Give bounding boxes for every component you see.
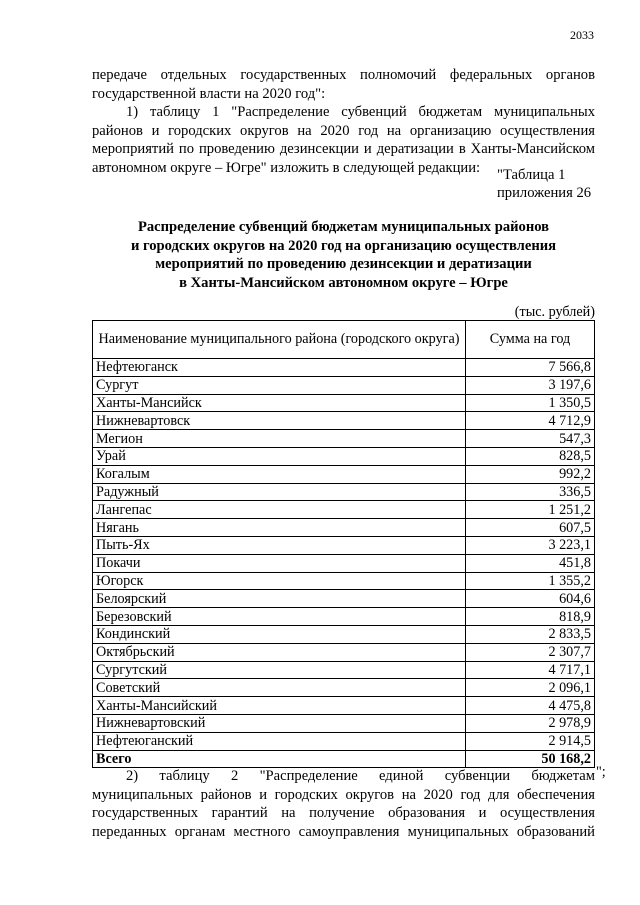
row-name: Нижневартовск	[93, 412, 466, 430]
table-row	[93, 447, 595, 465]
text-line: муниципальных районов и городских округов на 2020 год для обеспечения	[92, 786, 595, 803]
table-body	[93, 359, 595, 768]
table-row	[93, 430, 595, 448]
row-sum: 604,6	[466, 590, 595, 608]
caption-line: "Таблица 1	[497, 167, 566, 183]
table-row	[93, 554, 595, 572]
text-line: 2) таблицу 2 "Распределение единой субвенции бюджетам	[126, 768, 595, 784]
table-row	[93, 590, 595, 608]
table-row	[93, 376, 595, 394]
text-line: переданных органам местного самоуправления муниципальных образований	[92, 823, 595, 840]
row-name: Сургутский	[93, 661, 466, 679]
row-sum: 7 566,8	[466, 359, 595, 377]
row-name: Березовский	[93, 608, 466, 626]
row-name: Лангепас	[93, 501, 466, 519]
text-line: государственных гарантий на получение образования и осуществления	[92, 805, 595, 821]
subvention-table	[92, 320, 595, 768]
row-name: Ханты-Мансийский	[93, 697, 466, 715]
table-row	[93, 519, 595, 537]
row-name: Советский	[93, 679, 466, 697]
row-sum: 2 833,5	[466, 625, 595, 643]
row-sum: 4 475,8	[466, 697, 595, 715]
table-row	[93, 625, 595, 643]
title-line: Распределение субвенций бюджетам муниципальных районов	[137, 219, 550, 235]
text-line: районов и городских округов на 2020 год на организацию осуществления	[92, 122, 595, 139]
table-row	[93, 394, 595, 412]
row-name: Нефтеюганский	[93, 732, 466, 750]
total-label: Всего	[93, 750, 466, 768]
row-name: Когалым	[93, 465, 466, 483]
table-row	[93, 483, 595, 501]
title-line: и городских округов на 2020 год на организацию осуществления	[130, 237, 557, 254]
table-title	[92, 218, 595, 292]
caption-line: приложения 26	[497, 185, 592, 201]
table-row	[93, 359, 595, 377]
row-name: Радужный	[93, 483, 466, 501]
row-name: Урай	[93, 447, 466, 465]
text-line: государственной власти на 2020 год":	[92, 85, 326, 102]
row-sum: 818,9	[466, 608, 595, 626]
text-line: мероприятий по проведению дезинсекции и дератизации в Ханты-Мансийском	[92, 141, 595, 157]
table-row	[93, 465, 595, 483]
row-sum: 3 197,6	[466, 376, 595, 394]
page-number: 2033	[570, 28, 594, 42]
table-row	[93, 501, 595, 519]
row-name: Нижневартовский	[93, 714, 466, 732]
row-name: Кондинский	[93, 625, 466, 643]
row-name: Нефтеюганск	[93, 359, 466, 377]
table-row	[93, 412, 595, 430]
row-sum: 2 096,1	[466, 679, 595, 697]
header-name: Наименование муниципального района (городского округа)	[93, 321, 466, 359]
table-caption	[497, 166, 591, 202]
row-name: Ханты-Мансийск	[93, 394, 466, 412]
row-name: Покачи	[93, 554, 466, 572]
text-line: автономном округе – Югре" изложить в следующей редакции:	[92, 159, 481, 176]
table-row	[93, 643, 595, 661]
table-row	[93, 536, 595, 554]
row-sum: 992,2	[466, 465, 595, 483]
title-line: мероприятий по проведению дезинсекции и дератизации	[155, 256, 532, 272]
title-line: в Ханты-Мансийском автономном округе – Югре	[179, 274, 508, 291]
table-row	[93, 732, 595, 750]
row-sum: 2 307,7	[466, 643, 595, 661]
total-sum: 50 168,2	[466, 750, 595, 768]
row-name: Пыть-Ях	[93, 536, 466, 554]
row-sum: 1 251,2	[466, 501, 595, 519]
row-sum: 828,5	[466, 447, 595, 465]
text-line: передаче отдельных государственных полномочий федеральных органов	[92, 67, 595, 83]
table-row	[93, 572, 595, 590]
row-sum: 2 978,9	[466, 714, 595, 732]
row-sum: 2 914,5	[466, 732, 595, 750]
row-name: Белоярский	[93, 590, 466, 608]
closing-mark: ";	[596, 764, 606, 780]
row-name: Югорск	[93, 572, 466, 590]
table-row	[93, 608, 595, 626]
table-row	[93, 679, 595, 697]
text-line: 1) таблицу 1 "Распределение субвенций бюджетам муниципальных	[126, 104, 595, 120]
row-sum: 3 223,1	[466, 536, 595, 554]
table-row	[93, 661, 595, 679]
row-sum: 1 355,2	[466, 572, 595, 590]
table-row	[93, 714, 595, 732]
table-row	[93, 697, 595, 715]
intro-paragraph	[92, 66, 595, 177]
row-name: Сургут	[93, 376, 466, 394]
item2-paragraph	[92, 767, 595, 841]
row-name: Нягань	[93, 519, 466, 537]
table-header-row	[93, 321, 595, 359]
row-sum: 607,5	[466, 519, 595, 537]
total-row	[93, 750, 595, 768]
row-sum: 451,8	[466, 554, 595, 572]
header-sum: Сумма на год	[466, 321, 595, 359]
row-sum: 4 712,9	[466, 412, 595, 430]
row-sum: 1 350,5	[466, 394, 595, 412]
row-sum: 4 717,1	[466, 661, 595, 679]
row-sum: 547,3	[466, 430, 595, 448]
row-name: Мегион	[93, 430, 466, 448]
unit-label: (тыс. рублей)	[514, 304, 595, 320]
row-sum: 336,5	[466, 483, 595, 501]
row-name: Октябрьский	[93, 643, 466, 661]
